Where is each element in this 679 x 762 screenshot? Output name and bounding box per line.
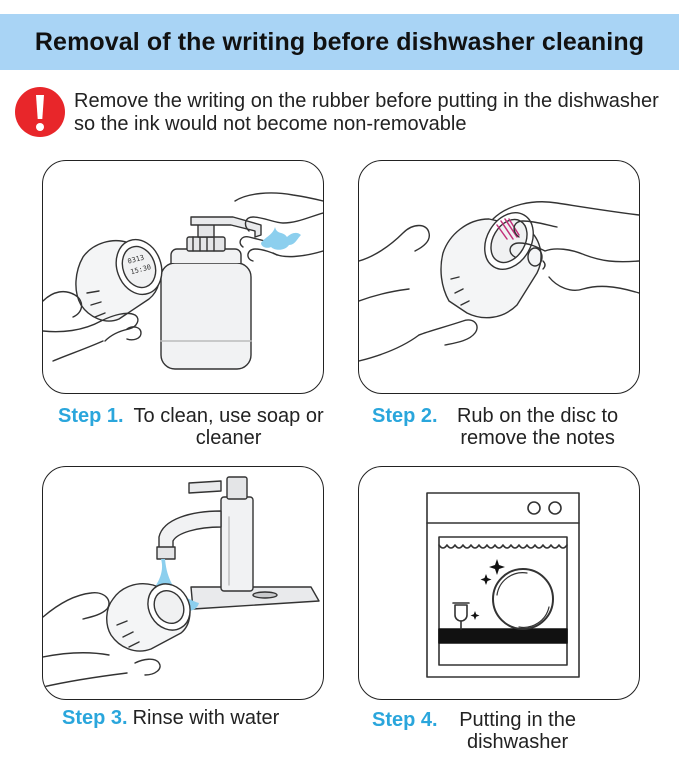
disc-note-line1: 0313: [126, 253, 146, 266]
step-1-illustration: [42, 160, 324, 394]
baby-bottle-icon: [107, 576, 199, 651]
step-2-number: Step 2.: [372, 405, 438, 427]
step-4-illustration: [358, 466, 640, 700]
soap-bottle-icon: [161, 217, 261, 369]
step-1-number: Step 1.: [58, 405, 124, 427]
sink-plate-icon: [191, 587, 319, 609]
warning-note: [12, 86, 672, 142]
step-3-number: Step 3.: [62, 707, 128, 729]
warning-text: Remove the writing on the rubber before putting in the dishwasher so the ink would not become non-removable: [74, 90, 659, 135]
faucet-icon: [157, 477, 253, 591]
disc-note-line2: 15:30: [129, 263, 153, 277]
step-1-caption: [58, 405, 338, 449]
water-splash-icon: [261, 227, 301, 250]
step-3-illustration: [42, 466, 324, 700]
step-2-illustration: [358, 160, 640, 394]
step-4-text: Putting in the dishwasher: [459, 709, 576, 753]
step-3-caption: [62, 707, 342, 729]
header-banner: [0, 14, 679, 70]
step-2-caption: [372, 405, 662, 449]
exclamation-circle-icon: [14, 86, 66, 138]
step-4-number: Step 4.: [372, 709, 438, 731]
baby-bottle-icon: [76, 233, 169, 321]
step-1-text: To clean, use soap or cleaner: [133, 405, 324, 449]
step-4-caption: [372, 709, 662, 753]
step-2-text: Rub on the disc to remove the notes: [456, 405, 619, 449]
step-3-text: Rinse with water: [132, 707, 280, 729]
plate-icon: [493, 569, 553, 629]
page-title: Removal of the writing before dishwasher cleaning: [34, 27, 645, 56]
